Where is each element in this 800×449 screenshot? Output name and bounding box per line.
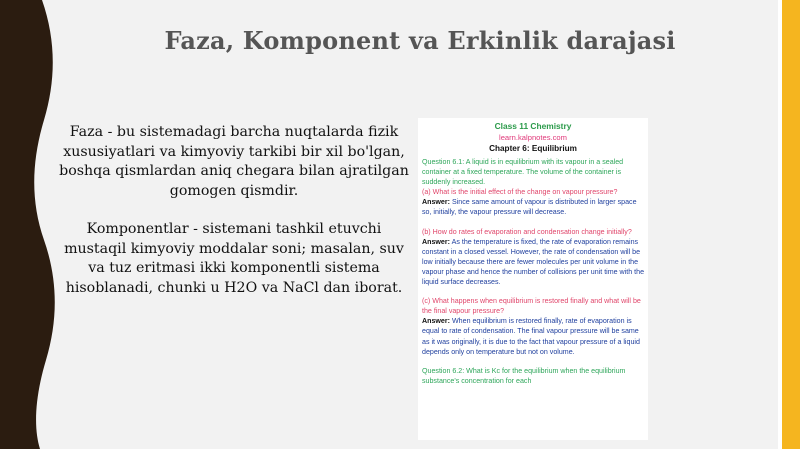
doc-subquestion-b: (b) How do rates of evaporation and condensation change initially? [422,227,632,236]
doc-answer-label: Answer: [422,198,450,207]
paragraph-faza: Faza - bu sistemadagi barcha nuqtalarda fizik xususiyatlari va kimyoviy tarkibi bir xil bo'lgan, boshqa qismlardan aniq chegara bilan ajratilgan gomogen qismdir. [59,124,409,199]
doc-answer-label: Answer: [422,237,450,246]
doc-answer-b: Answer: As the temperature is fixed, the rate of evaporation remains constant in a closed vessel. However, the rate of condensation will be low initially because there are fewer molecules per unit volume in the vapour phase and hence the number of collisions per unit time with the liquid surface decreases. [422,237,645,287]
paragraph-komponentlar: Komponentlar - sistemani tashkil etuvchi mustaqil kimyoviy moddalar soni; masalan, suv va tuz eritmasi ikki komponentli sistema hisoblanadi, chunki u H2O va NaCl dan iborat. [64,221,404,296]
doc-subquestion-a: (a) What is the initial effect of the change on vapour pressure? [422,188,618,197]
slide-title: Faza, Komponent va Erkinlik darajasi [164,26,676,55]
embedded-document-image [418,118,648,440]
doc-header-class: Class 11 Chemistry [494,121,572,131]
doc-answer-c: Answer: When equilibrium is restored finally, rate of evaporation is equal to rate of condensation. The final vapour pressure will be same as it was originally, it is due to the fact that vapour pressure of a liquid depends only on temperature but not on volume. [422,317,640,356]
slide-body [58,123,410,298]
doc-header-chapter: Chapter 6: Equilibrium [489,144,577,153]
doc-answer-label: Answer: [422,317,450,326]
doc-subquestion-c: (c) What happens when equilibrium is restored finally and what will be the final vapour pressure? [422,297,641,316]
doc-question-next: Question 6.2: What is Kc for the equilibrium when the equilibrium substance's concentration for each [422,366,626,385]
right-accent-band [782,0,800,449]
doc-answer-a: Answer: Since same amount of vapour is distributed in larger space so, initially, the vapour pressure will decrease. [422,198,637,217]
left-wavy-band [0,0,60,449]
doc-header-site: learn.kalpnotes.com [499,133,567,142]
doc-question: Question 6.1: A liquid is in equilibrium with its vapour in a sealed container at a fixed temperature. The volume of the container is suddenly increased. [422,158,624,187]
